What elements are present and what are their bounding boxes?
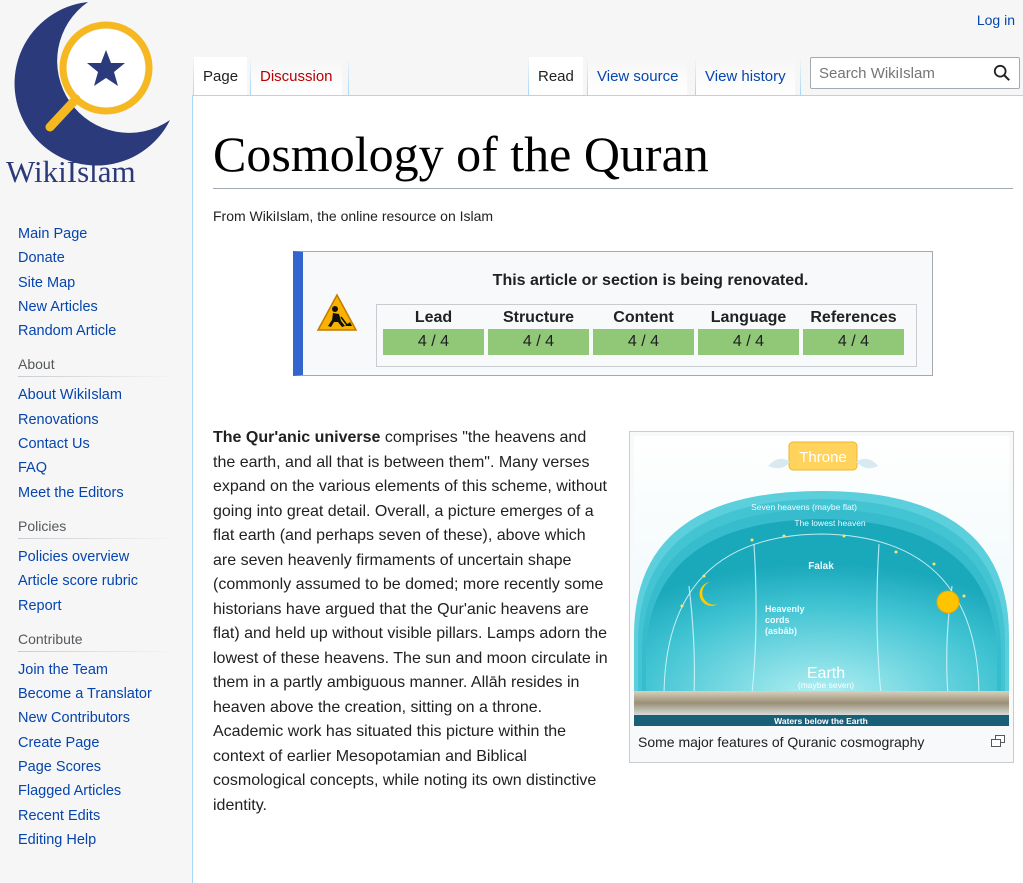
figure-label-seven-heavens: Seven heavens (maybe flat) (751, 502, 857, 512)
score-table (379, 305, 908, 355)
lead-text: comprises "the heavens and the earth, and all that is between them". Many verses expand on the various elements of this scheme, without going into great detail. Overall, a picture emerges of a flat earth (and perhaps seven of these), above which are seven heavenly firmaments of uncertain shape (commonly assumed to be domed; more recently some historians have argued that the Qur'anic heavens are flat) and held up without visible pillars. Lamps adorn the lowest of these heavens. The sun and moon circulate in them in a partly ambiguous manner. Allāh resides in heaven above the creation, sitting on a throne. Academic work has situated this picture within the context of earlier Mesopotamian and Biblical cosmological concepts, while noting its own distinctive identity. (213, 429, 608, 814)
figure-label-heavenly: Heavenly (765, 604, 805, 614)
sidebar-item-new-articles[interactable]: New Articles (18, 298, 98, 315)
sidebar-item-recent-edits[interactable]: Recent Edits (18, 807, 101, 824)
score-structure: 4 / 4 (488, 329, 589, 355)
page-title: Cosmology of the Quran (213, 126, 709, 182)
sidebar-item-faq[interactable]: FAQ (18, 460, 48, 477)
score-references: 4 / 4 (803, 329, 904, 355)
renovation-notice (293, 251, 933, 376)
tab-separator (800, 57, 801, 95)
sidebar-navigation (0, 222, 190, 343)
figure-label-maybe-seven: (maybe seven) (797, 680, 855, 690)
sidebar-heading-about: About (0, 353, 190, 375)
sidebar-about (0, 353, 190, 504)
sidebar-item-report[interactable]: Report (18, 597, 62, 614)
score-header-language: Language (710, 309, 787, 326)
score-header-content: Content (613, 309, 674, 326)
score-content: 4 / 4 (593, 329, 694, 355)
tab-discussion[interactable]: Discussion (251, 57, 342, 95)
tab-read[interactable]: Read (529, 57, 583, 95)
logo-wordmark: WikiIslam (6, 154, 136, 189)
login-link[interactable]: Log in (976, 12, 1015, 28)
content-area (192, 95, 1023, 883)
tab-view-history[interactable]: View history (696, 57, 795, 95)
title-divider (213, 188, 1013, 189)
tab-view-source[interactable]: View source (588, 57, 687, 95)
sidebar-heading-contribute: Contribute (0, 628, 190, 650)
enlarge-icon[interactable] (991, 735, 1005, 747)
sidebar-item-flagged-articles[interactable]: Flagged Articles (18, 783, 122, 800)
sidebar-item-meet-the-editors[interactable]: Meet the Editors (18, 484, 124, 501)
sidebar-heading-policies: Policies (0, 515, 190, 537)
figure-label-earth: Earth (806, 665, 846, 682)
construction-icon (316, 293, 358, 333)
sidebar-policies (0, 515, 190, 618)
sidebar-item-new-contributors[interactable]: New Contributors (18, 710, 131, 727)
sidebar-item-create-page[interactable]: Create Page (18, 734, 100, 751)
sidebar-item-contact-us[interactable]: Contact Us (18, 436, 90, 453)
tab-page[interactable]: Page (194, 57, 247, 95)
sidebar-item-become-a-translator[interactable]: Become a Translator (18, 686, 152, 703)
sidebar-item-main-page[interactable]: Main Page (18, 226, 88, 242)
search-input[interactable] (811, 58, 989, 88)
figure-label-throne: Throne (799, 449, 847, 466)
sidebar-item-editing-help[interactable]: Editing Help (18, 831, 97, 848)
sidebar-item-renovations[interactable]: Renovations (18, 411, 99, 428)
figure-caption: Some major features of Quranic cosmography (638, 734, 925, 750)
figure-label-asbab: (asbāb) (765, 626, 798, 636)
sidebar-item-join-the-team[interactable]: Join the Team (18, 661, 109, 678)
figure-label-waters: Waters below the Earth (774, 716, 868, 726)
site-logo[interactable] (0, 0, 178, 200)
cosmography-figure (629, 431, 1014, 763)
sidebar-item-random-article[interactable]: Random Article (18, 323, 117, 340)
sidebar-item-about-wikiislam[interactable]: About WikiIslam (18, 387, 122, 404)
figure-label-falak: Falak (808, 561, 834, 572)
tab-separator (348, 57, 349, 95)
sidebar-item-donate[interactable]: Donate (18, 250, 65, 267)
cosmography-image[interactable] (634, 436, 1009, 726)
score-language: 4 / 4 (698, 329, 799, 355)
search-icon[interactable] (993, 64, 1011, 82)
score-header-lead: Lead (414, 309, 453, 326)
renovation-heading: This article or section is being renovated. (492, 272, 809, 289)
sidebar (0, 222, 190, 852)
lead-bold-term: The Qur'anic universe (213, 429, 381, 446)
sidebar-item-site-map[interactable]: Site Map (18, 274, 76, 291)
sidebar-item-policies-overview[interactable]: Policies overview (18, 548, 130, 565)
site-tagline: From WikiIslam, the online resource on Islam (213, 208, 494, 224)
sidebar-contribute (0, 628, 190, 852)
score-header-references: References (810, 309, 897, 326)
search-box (810, 57, 1020, 89)
sidebar-item-article-score-rubric[interactable]: Article score rubric (18, 573, 139, 590)
figure-label-cords: cords (765, 615, 790, 625)
sidebar-item-page-scores[interactable]: Page Scores (18, 759, 102, 776)
figure-label-lowest-heaven: The lowest heaven (794, 518, 866, 528)
score-header-structure: Structure (502, 309, 575, 326)
score-lead: 4 / 4 (383, 329, 484, 355)
